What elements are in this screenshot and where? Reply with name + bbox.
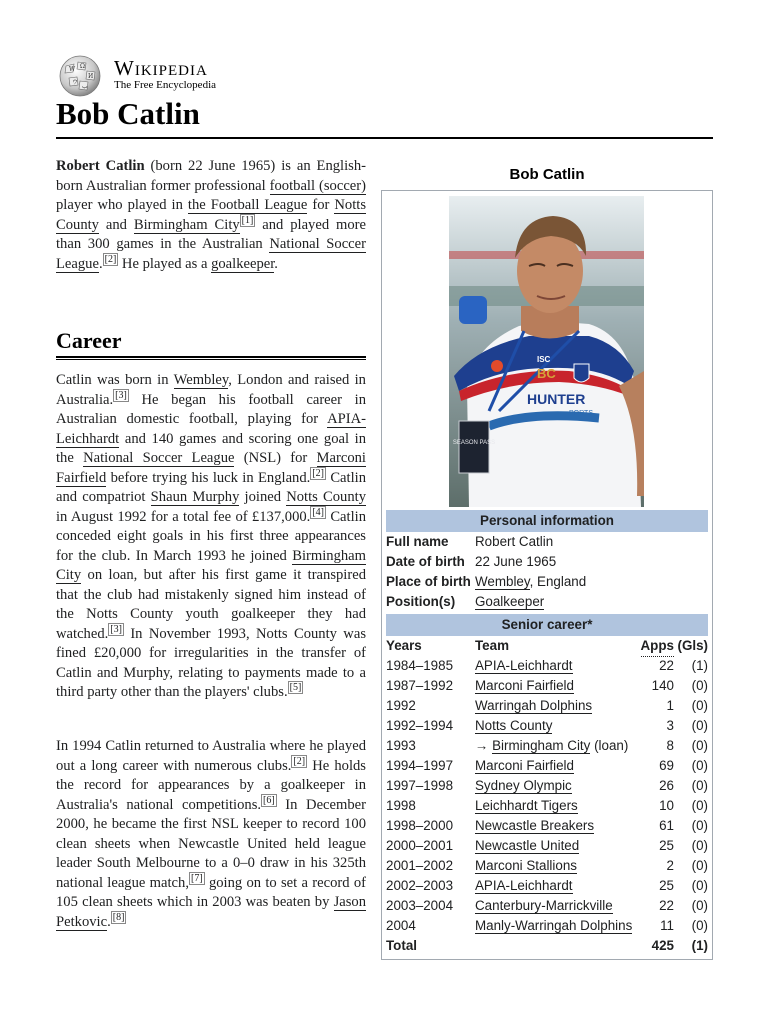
career-years: 1992 xyxy=(386,698,416,713)
infobox xyxy=(381,190,713,960)
career-apps: 11 xyxy=(660,918,674,933)
career-row xyxy=(386,816,708,836)
career-row xyxy=(386,756,708,776)
career-team xyxy=(475,856,577,876)
link-notts-county[interactable]: Notts County xyxy=(286,489,367,505)
col-team: Team xyxy=(475,638,509,653)
career-gls: (0) xyxy=(691,818,708,833)
wikipedia-globe-icon xyxy=(56,54,104,98)
career-team-link[interactable]: Newcastle Breakers xyxy=(475,818,595,833)
citation-6[interactable]: [6] xyxy=(263,794,275,806)
career-gls: (0) xyxy=(691,798,708,813)
career-apps: 8 xyxy=(666,738,674,753)
career-apps: 61 xyxy=(659,818,674,833)
link-shaun-murphy[interactable]: Shaun Murphy xyxy=(150,489,240,505)
svg-text:ب: ب xyxy=(82,83,88,90)
career-text: joined xyxy=(239,489,287,505)
career-team-link[interactable]: APIA-Leichhardt xyxy=(475,658,573,673)
citation-3[interactable]: [3] xyxy=(110,623,122,635)
career-text: He began his football career in Australian domestic football, playing for xyxy=(56,391,366,427)
career-row xyxy=(386,696,708,716)
date-of-birth-value: 22 June 1965 xyxy=(475,554,557,569)
career-gls: (0) xyxy=(691,698,708,713)
link-marconi-fairfield[interactable]: Marconi Fairfield xyxy=(56,450,366,486)
career-paragraph-2 xyxy=(56,737,366,932)
col-years: Years xyxy=(386,638,422,653)
career-apps: 69 xyxy=(659,758,674,773)
position-label: Position(s) xyxy=(386,594,456,609)
career-text: . xyxy=(107,913,111,930)
career-apps: 22 xyxy=(659,898,674,913)
career-gls: (0) xyxy=(691,878,708,893)
career-years: 1994–1997 xyxy=(386,758,454,773)
career-years: 1987–1992 xyxy=(386,678,454,693)
career-team-link[interactable]: Marconi Fairfield xyxy=(475,758,574,773)
shirt-kit-brand: ISC xyxy=(537,355,551,364)
section-divider xyxy=(56,356,366,360)
full-name-label: Full name xyxy=(386,534,449,549)
total-apps: 425 xyxy=(651,938,674,953)
link-birmingham-city[interactable]: Birmingham City xyxy=(133,216,240,233)
career-apps: 25 xyxy=(659,838,674,853)
loan-arrow: → xyxy=(475,738,493,753)
citation-7[interactable]: [7] xyxy=(190,872,203,884)
career-text: before trying his luck in England. xyxy=(106,469,311,486)
player-photo-image xyxy=(449,196,644,507)
date-of-birth-row xyxy=(386,552,708,572)
loan-note: (loan) xyxy=(590,738,629,753)
career-team xyxy=(475,736,628,756)
career-team xyxy=(475,756,574,776)
career-row xyxy=(386,916,708,936)
career-years: 2000–2001 xyxy=(386,838,454,853)
career-team xyxy=(475,836,579,856)
career-row xyxy=(386,876,708,896)
career-apps: 26 xyxy=(659,778,674,793)
citation-2[interactable]: [2] xyxy=(312,467,324,479)
career-team-link[interactable]: Marconi Fairfield xyxy=(475,678,574,693)
citation-1[interactable]: [1] xyxy=(241,214,254,226)
career-gls: (0) xyxy=(691,718,708,733)
date-of-birth-label: Date of birth xyxy=(386,554,465,569)
link-football-soccer[interactable]: football (soccer) xyxy=(269,177,366,194)
career-years: 2003–2004 xyxy=(386,898,454,913)
lead-text: and played more than 300 games in the Australian xyxy=(56,216,366,252)
place-of-birth-row xyxy=(386,572,708,592)
career-row xyxy=(386,856,708,876)
shirt-sponsor-sub: PORTS xyxy=(569,410,593,417)
svg-text:W: W xyxy=(69,66,76,73)
career-heading: Career xyxy=(56,328,122,353)
career-total-row xyxy=(386,936,708,956)
career-team-link[interactable]: Sydney Olympic xyxy=(475,778,572,793)
svg-text:И: И xyxy=(88,73,94,80)
lead-text: (born 22 June 1965) is an English-born Australian former professional xyxy=(56,158,366,194)
career-gls: (0) xyxy=(691,738,708,753)
career-team xyxy=(475,656,573,676)
page-title: Bob Catlin xyxy=(56,96,200,131)
citation-3[interactable]: [3] xyxy=(115,389,127,401)
career-text: In December 2000, he became the first NSL keeper to record 100 clean sheets when Newcastle United held league leader South Melbourne to a 0–0 draw in his 325th national league match, xyxy=(56,796,366,891)
senior-career-header: Senior career* xyxy=(386,614,708,636)
career-text: Catlin conceded eight goals in his first three appearances for the club. In March 1993 he joined xyxy=(56,508,366,564)
citation-5[interactable]: [5] xyxy=(289,682,302,694)
career-row xyxy=(386,736,708,756)
link-wembley[interactable]: Wembley xyxy=(173,372,229,388)
career-text: In 1994 Catlin returned to Australia where he played out a long career with numerous clubs. xyxy=(56,738,366,774)
career-team xyxy=(475,896,613,916)
link-notts-county[interactable]: Notts County xyxy=(56,197,366,233)
lead-text: . xyxy=(98,255,103,272)
wikipedia-logo[interactable] xyxy=(56,54,236,98)
career-team-link[interactable]: APIA-Leichhardt xyxy=(475,878,573,893)
career-years: 1992–1994 xyxy=(386,718,454,733)
col-apps[interactable]: Apps xyxy=(641,636,674,657)
career-text: on loan, but after his first game it transpired that the club had mistakenly signed him instead of the Notts County youth goalkeeper they had watched. xyxy=(56,567,366,642)
link-national-soccer-league[interactable]: National Soccer League xyxy=(83,450,235,466)
career-text: In November 1993, Notts County was fined £20,000 for irregularities in the transfer of Catlin and Murphy, relating to payments made to a third party other than the players' clubs. xyxy=(56,625,366,700)
link-national-soccer-league[interactable]: National Soccer League xyxy=(56,236,367,272)
career-text: and 140 games and scoring one goal in the xyxy=(56,430,366,466)
lead-text: . xyxy=(274,255,278,272)
title-divider xyxy=(56,137,713,139)
place-of-birth-value xyxy=(475,572,586,592)
career-team-link[interactable]: Marconi Stallions xyxy=(475,858,577,873)
career-gls: (0) xyxy=(691,838,708,853)
career-gls: (0) xyxy=(691,858,708,873)
position-value xyxy=(475,592,544,612)
career-gls: (0) xyxy=(691,778,708,793)
career-team-link[interactable]: Leichhardt Tigers xyxy=(475,798,578,813)
total-gls: (1) xyxy=(691,938,708,953)
shirt-badge: BC xyxy=(537,366,556,381)
career-text: Catlin and compatriot xyxy=(56,469,366,505)
career-paragraph-1 xyxy=(56,371,366,703)
career-text: going on to set a record of 105 clean sheets which in 2003 was beaten by xyxy=(56,874,366,910)
position-row xyxy=(386,592,708,612)
career-team xyxy=(475,816,594,836)
career-team xyxy=(475,716,552,736)
citation-4[interactable]: [4] xyxy=(312,506,324,518)
career-apps: 25 xyxy=(659,878,674,893)
career-team-link[interactable]: Warringah Dolphins xyxy=(475,698,593,713)
season-pass-label: SEASON PASS xyxy=(452,440,496,446)
career-years: 1998–2000 xyxy=(386,818,454,833)
full-name-value: Robert Catlin xyxy=(475,534,554,549)
career-text: in August 1992 for a total fee of £137,000. xyxy=(56,508,311,525)
career-team xyxy=(475,696,592,716)
personal-info-header: Personal information xyxy=(386,510,708,532)
career-years: 2002–2003 xyxy=(386,878,454,893)
career-row xyxy=(386,896,708,916)
career-years: 2004 xyxy=(386,918,416,933)
link-goalkeeper[interactable]: Goalkeeper xyxy=(475,594,545,609)
lead-text: for xyxy=(307,197,335,213)
career-team-link[interactable]: Newcastle United xyxy=(475,838,580,853)
place-of-birth-country: , England xyxy=(529,574,587,589)
career-text: He holds the record for appearances by a goalkeeper in Australia's national competitions. xyxy=(56,757,366,813)
lead-text: player who played in xyxy=(56,197,188,213)
infobox-caption: Bob Catlin xyxy=(509,166,585,183)
career-team xyxy=(475,676,574,696)
career-team-link[interactable]: Canterbury-Marrickville xyxy=(475,898,613,913)
svg-text:ウ: ウ xyxy=(72,79,79,86)
lead-text: and xyxy=(98,216,134,233)
career-apps: 2 xyxy=(666,858,674,873)
career-team-link[interactable]: Manly-Warringah Dolphins xyxy=(475,918,633,933)
citation-2[interactable]: [2] xyxy=(104,253,117,265)
career-years: 1984–1985 xyxy=(386,658,454,673)
career-years: 1997–1998 xyxy=(386,778,454,793)
career-team-link[interactable]: Birmingham City xyxy=(492,738,591,753)
career-gls: (0) xyxy=(691,678,708,693)
career-years: 2001–2002 xyxy=(386,858,454,873)
full-name-row xyxy=(386,532,708,552)
career-text: Catlin was born in xyxy=(56,372,174,388)
link-wembley[interactable]: Wembley xyxy=(475,574,530,589)
career-team xyxy=(475,876,573,896)
career-gls: (0) xyxy=(691,758,708,773)
career-row xyxy=(386,716,708,736)
place-of-birth-label: Place of birth xyxy=(386,574,471,589)
career-row xyxy=(386,836,708,856)
link-the-football-league[interactable]: the Football League xyxy=(187,197,308,213)
career-text: , London and raised in Australia. xyxy=(56,372,366,408)
career-apps: 1 xyxy=(666,698,674,713)
total-label: Total xyxy=(386,938,417,953)
link-apia-leichhardt[interactable]: APIA-Leichhardt xyxy=(56,411,366,447)
career-apps: 22 xyxy=(659,658,674,673)
career-team xyxy=(475,916,632,936)
career-apps: 3 xyxy=(666,718,674,733)
link-goalkeeper[interactable]: goalkeeper xyxy=(211,255,275,272)
career-table-header xyxy=(386,636,708,656)
career-gls: (1) xyxy=(691,658,708,673)
link-birmingham-city[interactable]: Birmingham City xyxy=(56,547,366,583)
lead-text: He played as a xyxy=(118,255,212,272)
career-gls: (0) xyxy=(691,918,708,933)
career-apps: 140 xyxy=(651,678,674,693)
link-jason-petkovic[interactable]: Jason Petkovic xyxy=(56,894,366,930)
career-years: 1993 xyxy=(386,738,416,753)
career-text: (NSL) for xyxy=(234,450,317,466)
col-gls[interactable]: (Gls) xyxy=(677,638,708,653)
career-row xyxy=(386,796,708,816)
lead-paragraph xyxy=(56,157,366,274)
career-team xyxy=(475,796,578,816)
career-apps: 10 xyxy=(659,798,674,813)
shirt-sponsor: HUNTER xyxy=(527,391,586,407)
svg-text:Ω: Ω xyxy=(80,63,85,70)
player-photo[interactable] xyxy=(449,196,644,507)
career-row xyxy=(386,776,708,796)
wikipedia-tagline: The Free Encyclopedia xyxy=(114,79,217,91)
citation-8[interactable]: [8] xyxy=(112,911,125,923)
career-team-link[interactable]: Notts County xyxy=(475,718,553,733)
subject-name: Robert Catlin xyxy=(56,158,145,174)
career-row xyxy=(386,656,708,676)
career-years: 1998 xyxy=(386,798,416,813)
career-row xyxy=(386,676,708,696)
career-team xyxy=(475,776,572,796)
wikipedia-wordmark: Wikipedia xyxy=(114,56,208,80)
career-gls: (0) xyxy=(691,898,708,913)
citation-2[interactable]: [2] xyxy=(293,755,306,767)
